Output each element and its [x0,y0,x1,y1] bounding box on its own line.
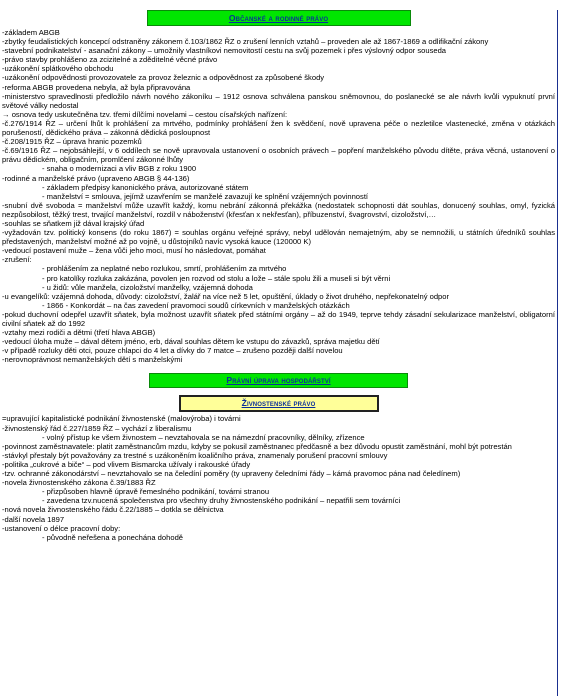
list-item: -pokud duchovní odepřel uzavřít sňatek, byla možnost uzavřít sňatek před státními orgány – až do 1949, teprve tehdy zásadní sekularizace manželství, obligatorní civilní sňatek až do 1992 [2,309,555,328]
list-item: -živnostenský řád č.227/1859 ŘZ – vychází z liberalismu [2,423,192,433]
heading-economic-law: Právní úprava hospodářství [149,373,408,388]
list-item: - zavedena tzv.nucená společenstva pro všechny druhy živnostenského podnikání – nepatřili sem továrníci [42,496,401,506]
list-item: -zrušení: [2,255,32,265]
list-item: -snubní dvě svoboda = manželství může uzavřít každý, komu nebrání zákonná překážka (nedostatek schopnosti dát souhlas, donucený souhlas, omyl, fyzická nezpůsobilost, těžký trest, trvající manželství, rozdíl v náboženství (křesťan x nekřesťan), příbuzenství, švagrovství, cizoložství,… [2,200,555,219]
list-item: -nová novela živnostenského řádu č.22/1885 – dotkla se dělnictva [2,505,224,515]
list-item: - manželství = smlouva, jejímž uzavřením se manželé zavazují ke splnění vzájemných povinností [42,191,369,201]
list-item: - prohlášením za neplatné nebo rozlukou, smrtí, prohlášením za mrtvého [42,264,287,274]
list-item: -novela živnostenského zákona č.39/1883 ŘZ [2,478,156,488]
list-item: -politika „cukrové a biče“ – pod vlivem Bismarcka užívaly i rakouské úřady [2,459,251,469]
list-item: -ustanovení o délce pracovní doby: [2,523,121,533]
list-item: - 1866 - Konkordát – na čas zavedení pravomoci soudů církevních v manželských otázkách [42,300,350,310]
list-item: - volný přístup ke všem živnostem – nevztahovala se na námezdní pracovníky, dělníky, zřízence [42,432,365,442]
list-item: -reforma ABGB provedena nebyla, až byla připravována [2,82,191,92]
list-item: -ministerstvo spravedlnosti předložilo návrh nového zákoníku – 1912 osnova schválena panskou sněmovnou, do poslanecké se ale návrh kvůli vypuknutí první světové války nedostal [2,91,555,110]
document-page [0,10,558,696]
list-item: -vyžadován tzv. politický konsens (do roku 1867) = souhlas orgánu veřejné správy, nebyl udělován nemajetným, aby se nemnožili, u státních úředníků souhlas představených, manželství možné až po vojně, u důstojníků navíc vysoká kauce (120000 K) [2,228,555,247]
list-item: -rodinné a manželské právo (upraveno ABGB § 44-136) [2,173,190,183]
list-item: -stávkyl přestaly být považovány za trestné s uzákoněním koaličního práva, znamenaly porušení pracovní smlouvy [2,450,388,460]
list-item: =upravující kapitalistické podnikání živnostenské (malovýroba) i továrni [2,414,241,424]
list-item: -vedoucí úloha muže – dával dětem jméno, erb, dával souhlas dětem ke vstupu do závazků, správa majetku dětí [2,337,380,347]
list-item: - původně neřešena a ponechána dohodě [42,532,184,542]
heading-civil-law: Občanské a rodinné právo [147,10,411,26]
list-item: -č.208/1915 ŘZ – úprava hranic pozemků [2,137,142,147]
list-item: -č.276/1914 ŘZ – určení lhůt k prohlášení za mrtvého, podmínky prohlášení žen k svědčení, nově upravena péče o nezletilce vlastenecké, změna v otázkách porušeností, dědického práva – zákonná dědická posloupnost [2,118,555,138]
list-item: -v případě rozluky děti otci, pouze chlapci do 4 let a dívky do 7 matce – zrušeno později další novelou [2,346,343,356]
trade-law-section [0,414,557,541]
list-item: -vedoucí postavení muže – žena vůči jeho moci, musí ho následovat, pomáhat [2,246,266,256]
list-item: -právo stavby prohlášeno za zcizitelné a zděditelné věcné právo [2,55,218,65]
list-item: -zbytky feudalistických koncepcí odstraněny zákonem č.103/1862 ŘZ o zrušení lenních vztahů – proveden ale až 1867-1869 a odlifikační zákony [2,37,489,47]
heading-trade-law: Živnostenské právo [179,395,379,412]
list-item: - přizpůsoben hlavně úpravě řemeslného podnikání, továrni stranou [42,487,270,497]
list-item: -vztahy mezi rodiči a dětmi (třetí hlava ABGB) [2,328,156,338]
list-item: -tzv. ochranné zákonodárství – nevztahovalo se na čeledíní poměry (ty upraveny čeledními řády – kámá pravomoc pána nad čeledínem) [2,469,461,479]
list-item: -souhlas se sňatkem již dával krajský úřad [2,218,145,228]
list-item: - snaha o modernizaci a vliv BGB z roku 1900 [42,164,197,174]
list-item: - u židů: vůle manžela, cizoložství manželky, vzájemná dohoda [42,282,253,292]
list-item: -č.69/1916 ŘZ – nejobsáhlejší, v 6 oddílech se nově upravovala ustanovení o osobních právech – popření manželského původu dítěte, práva věcná, ustanovení o právu dědickém, obligačním, promlčení zákonné lhůty [2,146,555,165]
list-item: -uzákonění splátkového obchodu [2,64,114,74]
list-item: - pro katolíky rozluka zakázána, povolen jen rozvod od stolu a lože – stále spolu žili a museli si být věrni [42,273,391,283]
list-item: -stavební podnikatelství - asanační zákony – umožnily vlastníkovi nemovitostí cestu na svůj pozemek i přes výslovný odpor souseda [2,46,447,56]
list-item: -u evangelíků: vzájemná dohoda, důvody: cizoložství, žalář na více než 5 let, opuštění, úklady o život druhého, nepřekonatelný odpor [2,291,450,301]
list-item: -základem ABGB [2,28,60,37]
civil-law-section [0,28,557,364]
list-item: -další novela 1897 [2,514,65,524]
list-item: - základem předpisy kanonického práva, autorizované státem [42,182,249,192]
list-item: -povinnost zaměstnavatele: platit zaměstnancům mzdu, kdyby se pokusil zaměstnanec předčasně a bez důvodu opustit zaměstnání, mohl být potrestán [2,441,512,451]
list-item: -nerovnoprávnost nemanželských dětí s manželskými [2,355,183,365]
list-item: -uzákonění odpovědnosti provozovatele za provoz železnic a odpovědnost za způsobené škody [2,73,325,83]
list-item: → osnova tedy uskutečněna tzv. třemi dílčími novelami – cestou císařských nařízení: [2,109,288,119]
